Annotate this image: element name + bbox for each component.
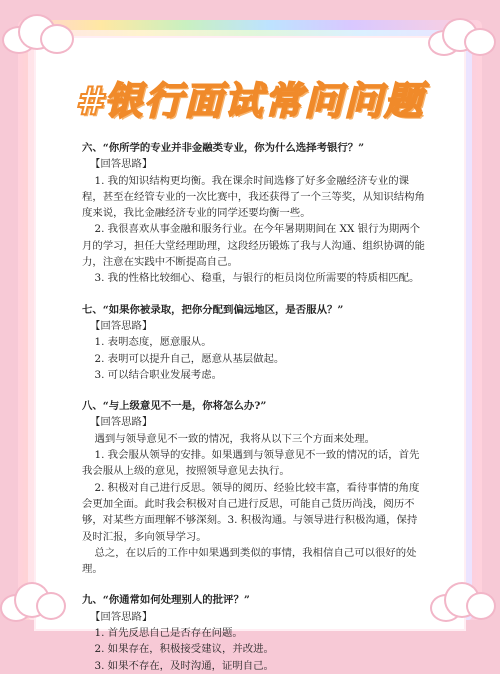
- question-section-6: [82, 140, 426, 287]
- answer-line: 2. 我很喜欢从事金融和服务行业。在今年暑期期间在 XX 银行为期两个月的学习，担任大堂经理助理，这段经历锻炼了我与人沟通、组织协调的能力，注意在实践中不断提高自己。: [82, 223, 425, 269]
- answer-line: 2. 积极对自己进行反思。领导的阅历、经验比较丰富，看待事情的角度会更加全面。此时我会积极对自己进行反思，可能自己货历尚浅，阅历不够，对某些方面理解不够深刻。3. 积极沟通。与领导进行积极沟通，保持及时汇报，多向领导学习。: [82, 481, 420, 543]
- answer-hint-label: 【回答思路】: [90, 416, 153, 429]
- question-section-7: [82, 302, 426, 383]
- cloud-bottom-left-icon: [2, 584, 66, 624]
- answer-line: 遇到与领导意见不一致的情况，我将从以下三个方面来处理。: [94, 432, 376, 445]
- question-section-9: [82, 592, 426, 673]
- answer-line: 总之，在以后的工作中如果遇到类似的事情，我相信自己可以很好的处理。: [82, 546, 417, 576]
- answer-hint-label: 【回答思路】: [90, 610, 153, 623]
- answer-line: 3. 如果不存在，及时沟通，证明自己。: [94, 659, 274, 672]
- answer-line: 1. 我的知识结构更均衡。我在课余时间选修了好多金融经济专业的课程，甚至在经管专业的一次比赛中，我还获得了一个三等奖，从知识结构角度来说，我比金融经济专业的同学还要均衡一些。: [82, 174, 425, 220]
- question-heading: 七、“如果你被录取，把你分配到偏远地区，是否服从？”: [82, 303, 344, 316]
- answer-line: 3. 可以结合职业发展考虑。: [94, 368, 222, 381]
- question-section-8: [82, 398, 426, 577]
- section-gap: [82, 287, 426, 302]
- question-heading: 六、“你所学的专业并非金融类专业，你为什么选择考银行？”: [82, 142, 365, 154]
- answer-line: 1. 首先反思自己是否存在问题。: [94, 627, 243, 640]
- section-gap: [82, 577, 426, 592]
- answer-hint-label: 【回答思路】: [90, 319, 153, 332]
- question-heading: 八、“与上级意见不一是，你将怎么办?”: [82, 400, 267, 413]
- section-gap: [82, 383, 426, 398]
- answer-hint-label: 【回答思路】: [90, 158, 153, 171]
- answer-line: 1. 我会服从领导的安排。如果遇到与领导意见不一致的情况的话，首先我会服从上级的意见，按照领导意见去执行。: [82, 449, 420, 478]
- page-title: #银行面试常问问题: [75, 79, 425, 123]
- cloud-top-right-icon: [430, 18, 496, 58]
- answer-line: 2. 如果存在，积极接受建议，并改进。: [94, 643, 274, 656]
- answer-line: 2. 表明可以提升自己，愿意从基层做起。: [94, 352, 285, 365]
- cloud-top-left-icon: [4, 14, 74, 54]
- document-body: [82, 140, 426, 674]
- question-heading: 九、“你通常如何处理别人的批评？”: [82, 594, 250, 607]
- answer-line: 1. 表明态度，愿意服从。: [94, 336, 212, 349]
- cloud-bottom-right-icon: [432, 584, 496, 624]
- answer-line: 3. 我的性格比较细心、稳重，与银行的柜员岗位所需要的特质相匹配。: [94, 272, 420, 285]
